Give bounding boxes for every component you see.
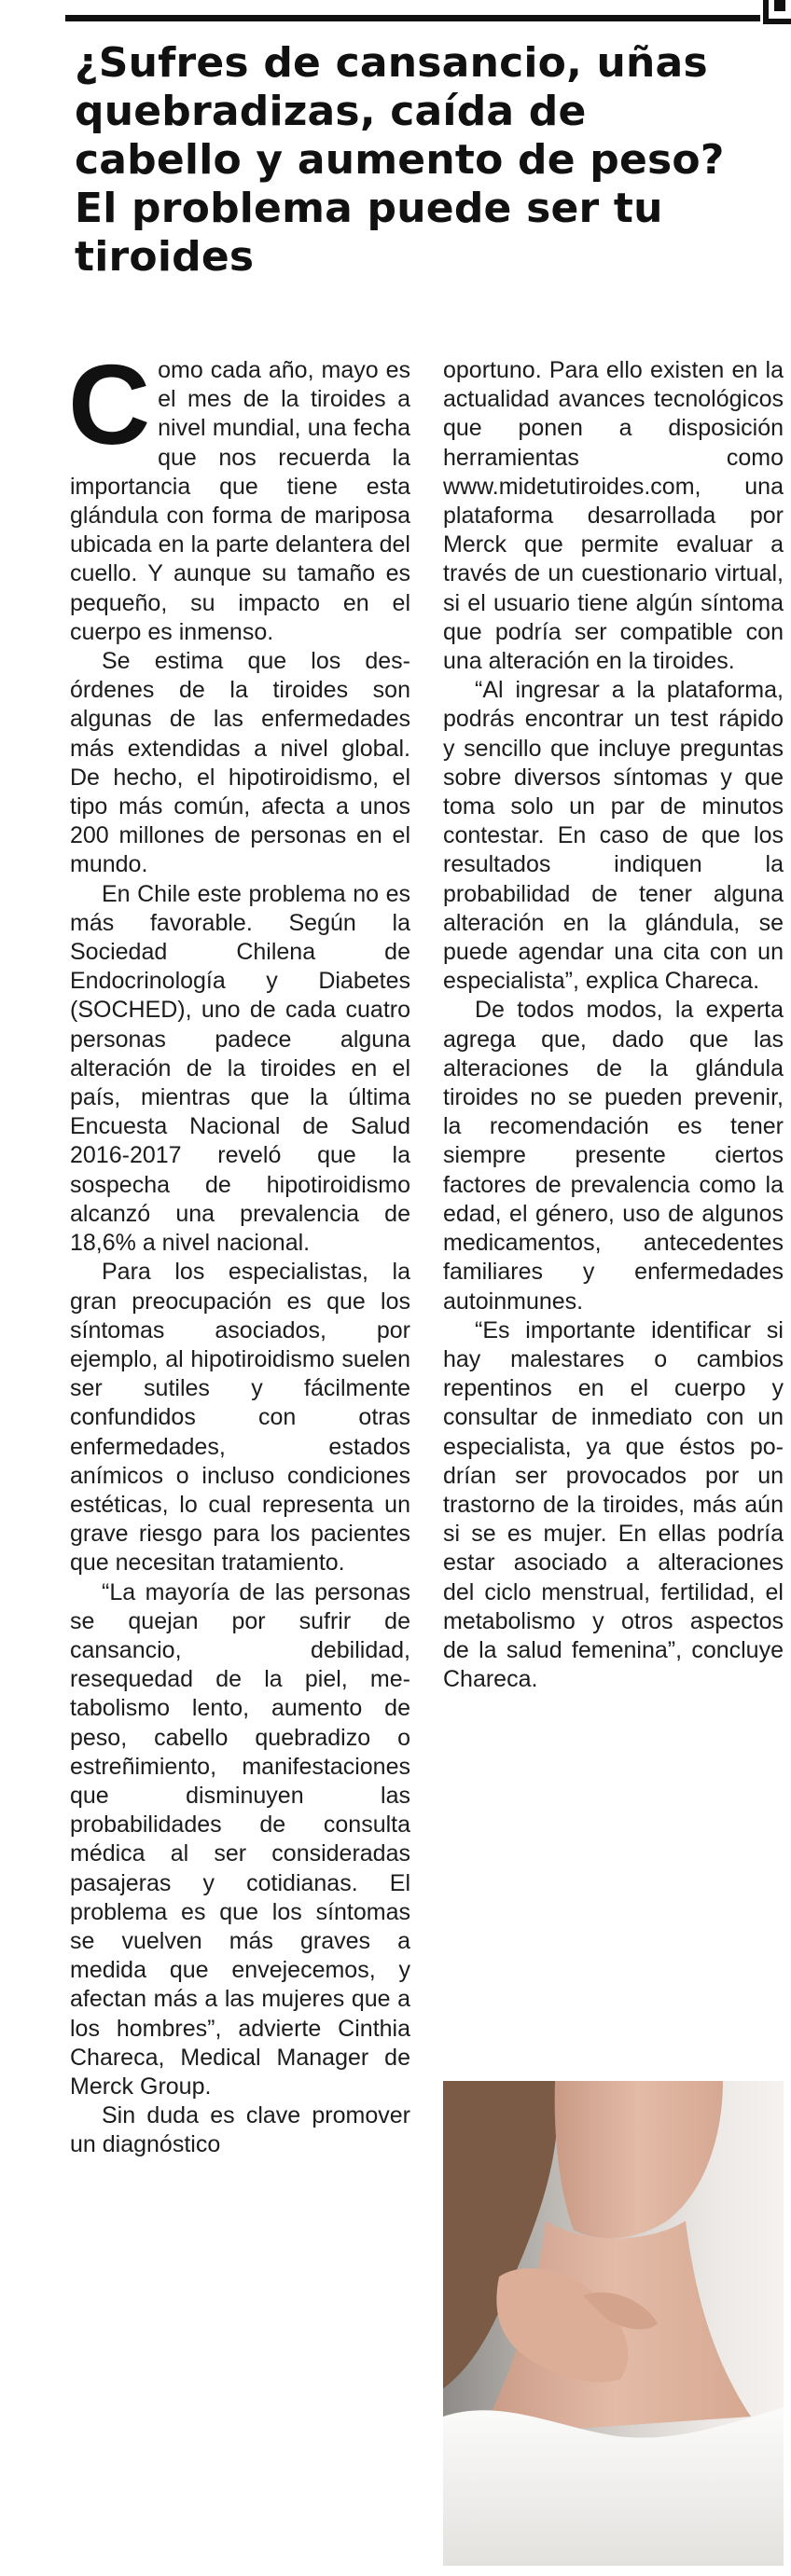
left-column [68, 341, 410, 2160]
neck-photo-illustration [443, 2081, 784, 2566]
paragraph-2: Se estima que los desórdenes de la tiroides son algunas de las enfermedades más extendidas a nivel global. De hecho, el hipotiroidismo, el tipo más común, afecta a unos 200 millones de personas en el mundo. [70, 648, 410, 878]
paragraph-3: En Chile este problema no es más favorable. Según la Sociedad Chilena de Endocrinología y Diabetes (SOCHED), uno de cada cuatro personas padece alguna alteración de la tiroides en el país, mientras que la última Encuesta Nacional de Salud 2016-2017 reveló que la sospecha de hipotiroidismo alcanzó una prevalencia de 18,6% a nivel nacional. [70, 880, 410, 1257]
paragraph-1-text: omo cada año, mayo es el mes de la tiroides a nivel mundial, una fecha que nos recuerda la importancia que tiene esta glándula con forma de mariposa ubicada en la parte delantera del cuello. Y aunque su tamaño es pequeño, su impacto en el cuerpo es inmenso. [70, 357, 410, 645]
corner-mark [763, 0, 791, 24]
paragraph-5: “La mayoría de las personas se quejan por sufrir de cansancio, debilidad, resequedad de la piel, metabolismo lento, aumento de peso, cabello quebradizo o estreñimiento, manifestaciones que disminuyen las probabilidades de consulta médica al ser consideradas pasajeras y cotidianas. El problema es que los síntomas se vuelven más graves a medida que envejecemos, y afectan más a las mujeres que a los hombres”, advierte Cinthia Chareca, Medical Manager de Merck Group. [70, 1578, 410, 2100]
paragraph-6: Sin duda es clave promover un diagnóstico [70, 2102, 410, 2158]
paragraph-1 [68, 341, 410, 647]
neck-photo [443, 2081, 784, 2566]
top-rule [65, 15, 760, 21]
drop-cap: C [68, 341, 151, 468]
paragraph-4: Para los especialistas, la gran preocupación es que los síntomas asociados, por ejemplo, al hipotiroidismo suelen ser sutiles y fácilmente confundidos con otras enfermedades, estados anímicos o incluso condiciones estéticas, lo cual representa un grave riesgo para los pacientes que necesitan tratamiento. [70, 1259, 410, 1577]
paragraph-10: “Es importante identificar si hay malestares o cambios repentinos en el cuerpo y consultar de inmediato con un especialista, ya que éstos podrían ser provocados por un trastorno de la tiroides, más aún si se es mujer. En ellas podría estar asociado a alteraciones del ciclo menstrual, fertilidad, el metabolismo y otros aspectos de la salud femenina”, concluye Chareca. [443, 1316, 784, 1693]
headline: ¿Sufres de cansancio, uñas quebradizas, caída de cabello y aumento de peso? El problema puede ser tu tiroides [75, 39, 725, 281]
shirt-shape [443, 2407, 784, 2566]
right-column [443, 356, 784, 1694]
paragraph-9: De todos modos, la experta agrega que, dado que las alteraciones de la glándula tiroides no se pueden prevenir, la recomendación es tener siempre presente ciertos factores de prevalencia como la edad, el género, uso de algunos medicamentos, antecedentes familiares y enfermedades autoinmunes. [443, 997, 784, 1315]
paragraph-8: “Al ingresar a la plataforma, podrás encontrar un test rápido y sencillo que incluye preguntas sobre diversos síntomas y que toma solo un par de minutos contestar. En caso de que los resultados indiquen la probabilidad de tener alguna alteración en la glándula, se puede agendar una cita con un especialista”, explica Chareca. [443, 677, 784, 995]
face-shape [555, 2081, 723, 2239]
paragraph-7: oportuno. Para ello existen en la actualidad avances tecnológicos que ponen a disposición herramientas como www.midetutiroides.com, una plataforma desarrollada por Merck que permite evaluar a través de un cuestionario virtual, si el usuario tiene algún síntoma que podría ser compatible con una alteración en la tiroides. [443, 357, 784, 675]
